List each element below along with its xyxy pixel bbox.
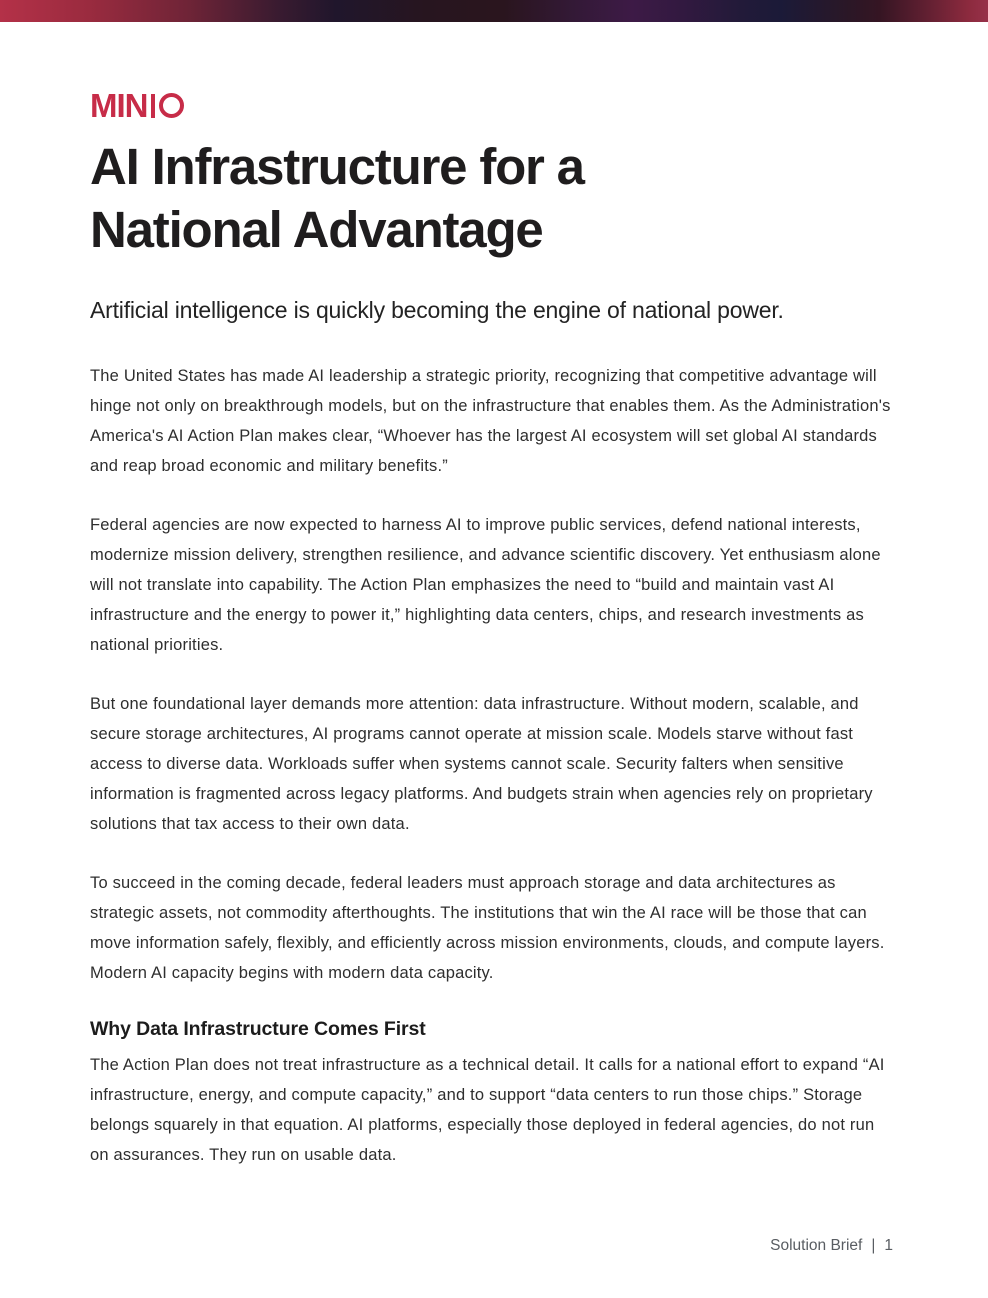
body-paragraph-3: But one foundational layer demands more attention: data infrastructure. Without modern, scalable, and secure storage architectures, AI programs cannot operate at mission scale. Models starve without fast access to diverse data. Workloads suffer when systems cannot scale. Security falters when sensitive information is fragmented across legacy platforms. And budgets strain when agencies rely on proprietary solutions that tax access to their own data. — [90, 695, 873, 833]
body-paragraph-2: Federal agencies are now expected to harness AI to improve public services, defend national interests, modernize mission delivery, strengthen resilience, and advance scientific discovery. Yet enthusiasm alone will not translate into capability. The Action Plan emphasizes the need to “build and maintain vast AI infrastructure and the energy to power it,” highlighting data centers, chips, and research investments as national priorities. — [90, 516, 881, 654]
page-footer — [770, 1236, 893, 1255]
footer-page-number: 1 — [884, 1237, 893, 1254]
section-paragraph: The Action Plan does not treat infrastructure as a technical detail. It calls for a national effort to expand “AI infrastructure, energy, and compute capacity,” and to support “data centers to run those chips.” Storage belongs squarely in that equation. AI platforms, especially those deployed in federal agencies, do not run on assurances. They run on usable data. — [90, 1056, 885, 1164]
page-title — [90, 135, 893, 261]
footer-label: Solution Brief — [770, 1237, 863, 1254]
page-subtitle: Artificial intelligence is quickly becoming the engine of national power. — [90, 297, 784, 323]
minio-logo — [90, 86, 893, 124]
body-paragraph-4: To succeed in the coming decade, federal leaders must approach storage and data architectures as strategic assets, not commodity afterthoughts. The institutions that win the AI race will be those that can move information safely, flexibly, and efficiently across mission environments, clouds, and compute layers. Modern AI capacity begins with modern data capacity. — [90, 874, 885, 982]
top-gradient-band — [0, 0, 988, 22]
body-paragraph-1: The United States has made AI leadership a strategic priority, recognizing that competitive advantage will hinge not only on breakthrough models, but on the infrastructure that enables them. As the Administration's America's AI Action Plan makes clear, “Whoever has the largest AI ecosystem will set global AI standards and reap broad economic and military benefits.” — [90, 367, 891, 475]
logo-text-min: MIN — [90, 86, 148, 124]
logo-letter-o-icon — [159, 93, 184, 118]
page-title-line-1: AI Infrastructure for a — [90, 138, 584, 195]
footer-separator: | — [871, 1237, 876, 1254]
section-heading: Why Data Infrastructure Comes First — [90, 1018, 426, 1040]
page-content — [0, 86, 988, 1170]
logo-letter-i-icon — [151, 94, 155, 118]
page-title-line-2: National Advantage — [90, 201, 543, 258]
